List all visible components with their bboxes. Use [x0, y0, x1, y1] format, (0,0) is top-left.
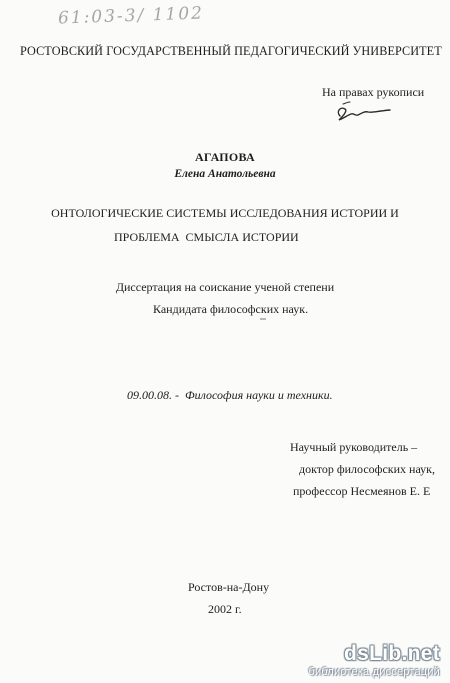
- author-surname: АГАПОВА: [194, 150, 256, 164]
- rights-note: На правах рукописи: [322, 85, 425, 99]
- supervisor-line-1: Научный руководитель –: [290, 440, 418, 454]
- specialty-code: 09.00.08. - Философия науки и техники.: [127, 388, 333, 402]
- supervisor-line-2: доктор философских наук,: [299, 462, 435, 476]
- university-name: РОСТОВСКИЙ ГОСУДАРСТВЕННЫЙ ПЕДАГОГИЧЕСКИЙ УНИВЕРСИТЕТ: [20, 44, 442, 58]
- degree-line-1: Диссертация на соискание ученой степени: [115, 280, 335, 294]
- watermark: [308, 643, 440, 679]
- degree-line-2: Кандидата философских наук.: [153, 302, 309, 316]
- watermark-logo: dsLib.net: [343, 642, 440, 665]
- watermark-subtitle: библиотека диссертаций: [308, 666, 440, 678]
- supervisor-line-3: профессор Несмеянов Е. Е: [293, 484, 431, 498]
- city: Ростов-на-Дону: [188, 580, 270, 594]
- thesis-title-line-2: ПРОБЛЕМА СМЫСЛА ИСТОРИИ: [114, 230, 299, 244]
- year: 2002 г.: [208, 602, 242, 616]
- author-name: Елена Анатольевна: [174, 168, 276, 180]
- scan-speck: [260, 318, 266, 320]
- handwritten-code: 61:03-3/ 1102: [57, 3, 205, 29]
- thesis-title-line-1: ОНТОЛОГИЧЕСКИЕ СИСТЕМЫ ИССЛЕДОВАНИЯ ИСТОРИИ И: [51, 206, 399, 220]
- signature-mark: [334, 100, 394, 126]
